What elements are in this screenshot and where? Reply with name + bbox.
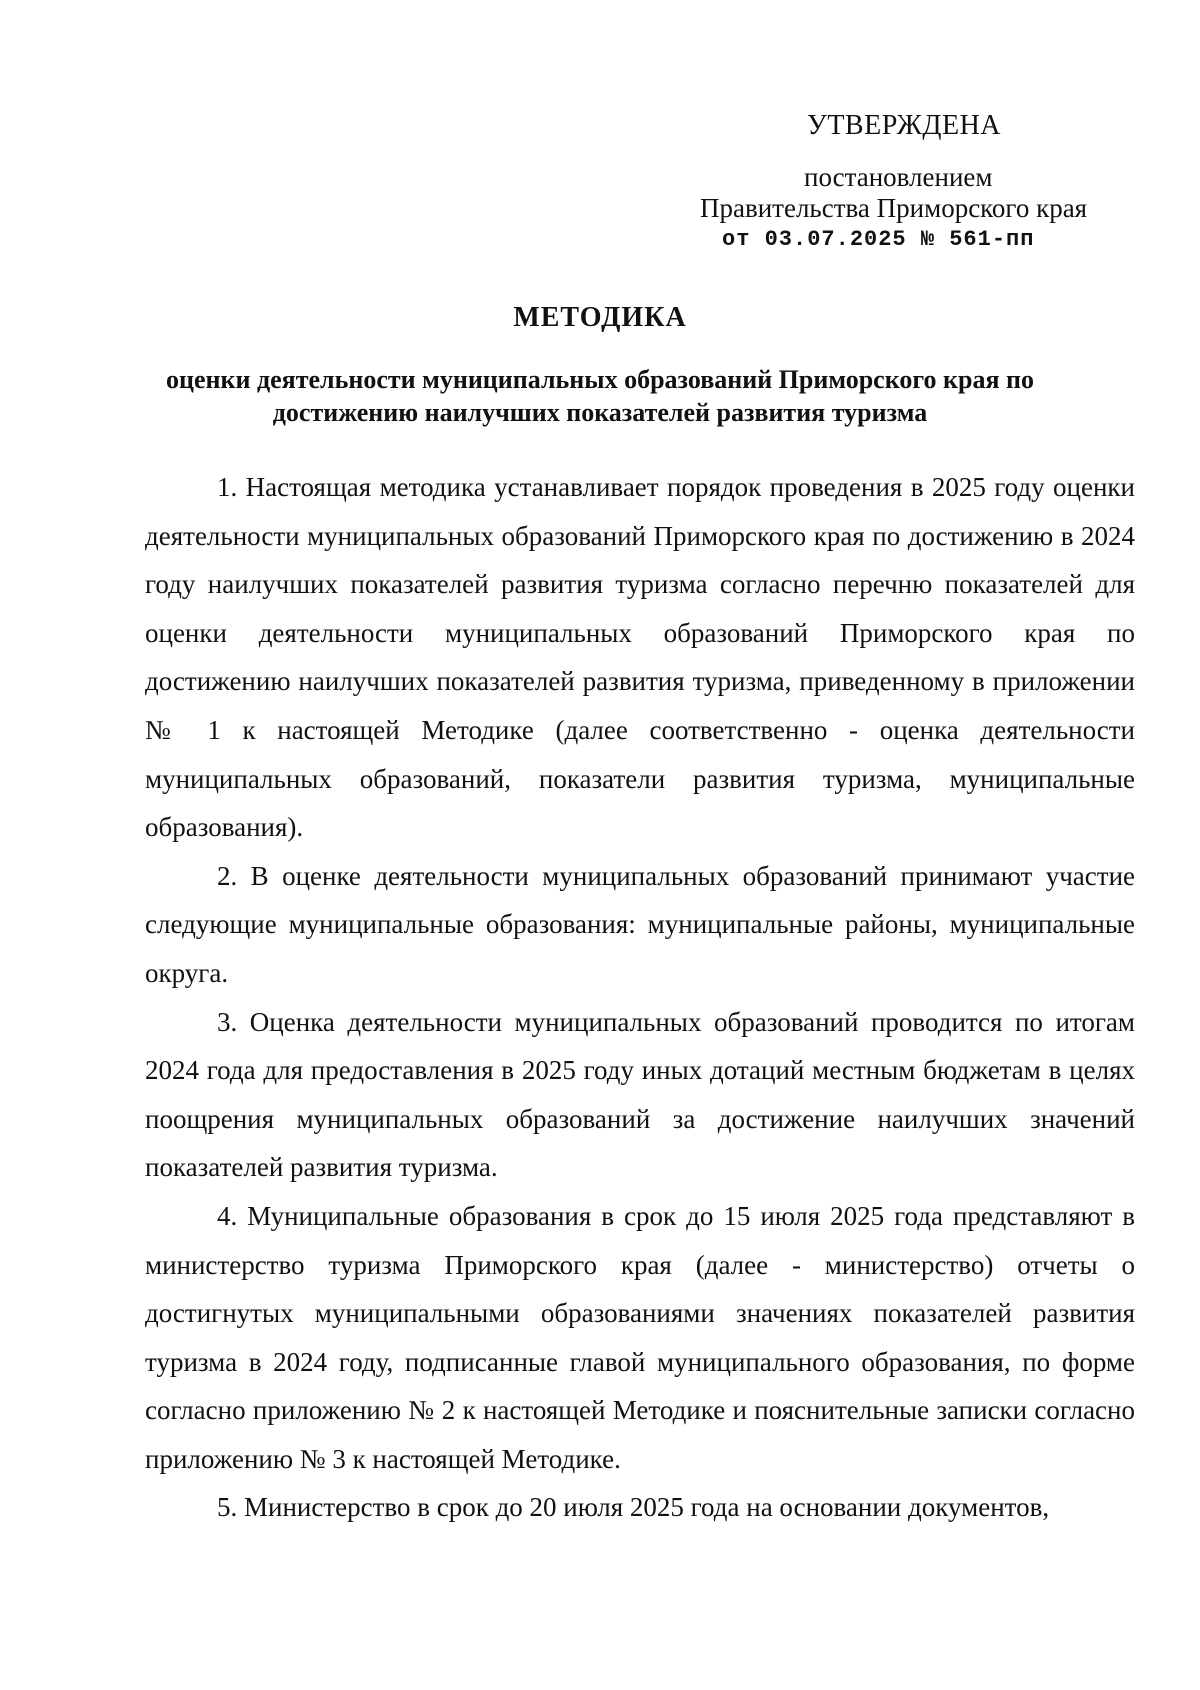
document-body	[145, 463, 1135, 1532]
paragraph-2: 2. В оценке деятельности муниципальных образований принимают участие следующие муниципальные образования: муниципальные районы, муниципальные округа.	[145, 860, 1135, 988]
document-subtitle: оценки деятельности муниципальных образований Приморского края по достижению наилучших показателей развития туризма	[165, 365, 1034, 427]
paragraph-5: 5. Министерство в срок до 20 июля 2025 года на основании документов,	[217, 1492, 1050, 1523]
paragraph-4: 4. Муниципальные образования в срок до 15 июля 2025 года представляют в министерство туризма Приморского края (далее - министерство) отчеты о достигнутых муниципальными образованиями значениях показателей развития туризма в 2024 году, подписанные главой муниципального образования, по форме согласно приложению № 2 к настоящей Методике и пояснительные записки согласно приложению № 3 к настоящей Методике.	[145, 1200, 1135, 1474]
approval-heading: УТВЕРЖДЕНА	[807, 110, 1002, 141]
approval-date-number: от 03.07.2025 № 561-пп	[722, 227, 1035, 252]
document-title: МЕТОДИКА	[513, 302, 687, 333]
paragraph-3: 3. Оценка деятельности муниципальных образований проводится по итогам 2024 года для предоставления в 2025 году иных дотаций местным бюджетам в целях поощрения муниципальных образований за достижение наилучших значений показателей развития туризма.	[145, 1006, 1135, 1183]
paragraph-1: 1. Настоящая методика устанавливает порядок проведения в 2025 году оценки деятельности муниципальных образований Приморского края по достижению в 2024 году наилучших показателей развития туризма согласно перечню показателей для оценки деятельности муниципальных образований Приморского края по достижению наилучших показателей развития туризма, приведенному в приложении № 1 к настоящей Методике (далее соответственно - оценка деятельности муниципальных образований, показатели развития туризма, муниципальные образования).	[145, 472, 1135, 843]
approval-decree: постановлением	[804, 162, 993, 192]
approval-government: Правительства Приморского края	[700, 193, 1088, 223]
